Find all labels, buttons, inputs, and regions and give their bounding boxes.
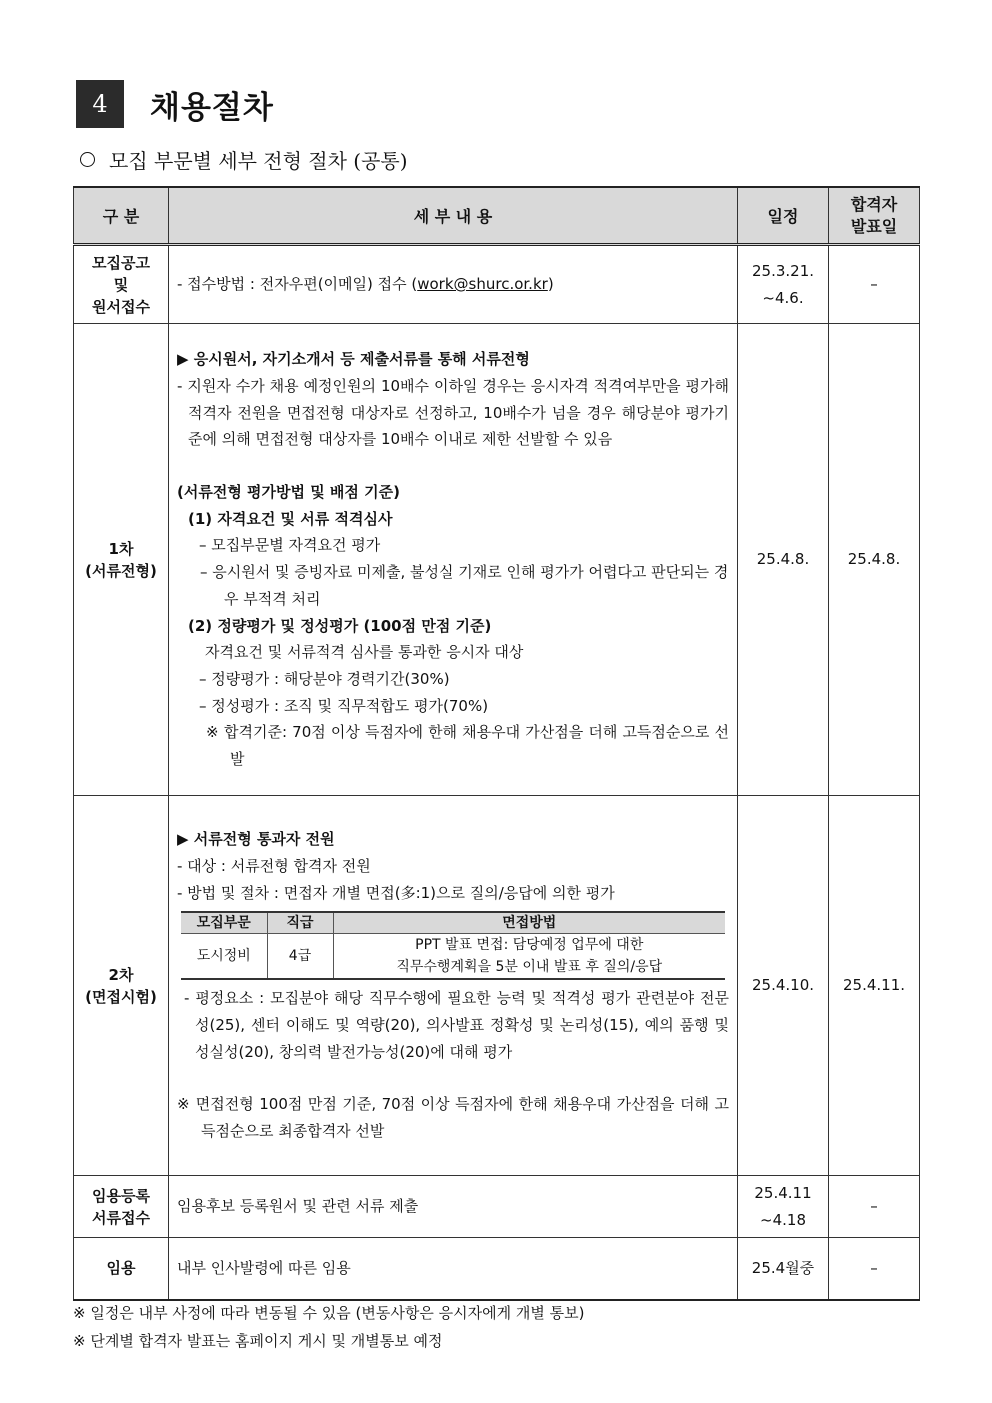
procedure-table (73, 186, 920, 1301)
footnotes (73, 1299, 584, 1355)
content-cell (169, 796, 738, 1176)
table-header-row (74, 187, 920, 245)
lead-text: ▶ 서류전형 통과자 전원 (177, 830, 335, 849)
criteria-item-title: (2) 정량평가 및 정성평가 (100점 만점 기준) (188, 616, 492, 635)
criteria-item-title: (1) 자격요건 및 서류 적격심사 (188, 509, 393, 528)
section-heading (76, 80, 274, 128)
announce-cell: – (829, 245, 920, 324)
interview-table (181, 911, 725, 980)
eval-text: - 평정요소 : 모집분야 해당 직무수행에 필요한 능력 및 적격성 평가 관련분야 전문성(25), 센터 이해도 및 역량(20), 의사발표 정확성 및 논리성(15), 예의 품행 및 성실성(20), 창의력 발전가능성(20)에 대해 평가 (184, 989, 729, 1061)
section-title: 채용절차 (150, 89, 274, 126)
target-line: - 대상 : 서류전형 합격자 전원 (177, 856, 371, 875)
table-row (74, 796, 920, 1176)
header-content: 세 부 내 용 (169, 187, 738, 245)
content-cell: 임용후보 등록원서 및 관련 서류 제출 (169, 1176, 738, 1238)
table-row (74, 245, 920, 324)
criteria-line: – 응시원서 및 증빙자료 미제출, 불성실 기재로 인해 평가가 어렵다고 판단되는 경우 부적격 처리 (200, 563, 729, 608)
footnote: ※ 단계별 합격자 발표는 홈페이지 게시 및 개별통보 예정 (73, 1332, 443, 1350)
footnote: ※ 일정은 내부 사정에 따라 변동될 수 있음 (변동사항은 응시자에게 개별 통보) (73, 1304, 585, 1322)
interview-header-method: 면접방법 (333, 912, 725, 934)
email-link[interactable]: work@shurc.or.kr (417, 275, 548, 294)
header-schedule: 일정 (738, 187, 829, 245)
stage-cell: 2차 (면접시험) (74, 796, 169, 1176)
criteria-line: – 모집부문별 자격요건 평가 (199, 536, 381, 555)
stage-cell: 모집공고 및 원서접수 (74, 245, 169, 324)
circle-bullet-icon (80, 152, 95, 167)
interview-note: ※ 면접전형 100점 만점 기준, 70점 이상 득점자에 한해 채용우대 가산점을 더해 고득점순으로 최종합격자 선발 (177, 1095, 729, 1141)
announce-cell: 25.4.8. (829, 324, 920, 796)
lead-text: ▶ 응시원서, 자기소개서 등 제출서류를 통해 서류전형 (177, 350, 530, 369)
table-row (74, 324, 920, 796)
interview-header-grade: 직급 (267, 912, 333, 934)
stage-cell: 임용등록 서류접수 (74, 1176, 169, 1238)
criteria-title: (서류전형 평가방법 및 배점 기준) (177, 483, 400, 502)
stage-cell: 임용 (74, 1238, 169, 1300)
content-cell (169, 324, 738, 796)
stage-cell: 1차 (서류전형) (74, 324, 169, 796)
table-row (74, 1176, 920, 1238)
announce-cell: – (829, 1176, 920, 1238)
interview-dept: 도시정비 (181, 934, 267, 980)
criteria-line: – 정성평가 : 조직 및 직무적합도 평가(70%) (199, 696, 489, 715)
announce-cell: – (829, 1238, 920, 1300)
announce-cell: 25.4.11. (829, 796, 920, 1176)
method-line: - 방법 및 절차 : 면접자 개별 면접(多:1)으로 질의/응답에 의한 평가 (177, 883, 615, 902)
subheading: 모집 부문별 세부 전형 절차 (공통) (80, 145, 408, 174)
interview-method: PPT 발표 면접: 담당예정 업무에 대한 직무수행계획을 5분 이내 발표 후 질의/응답 (333, 934, 725, 980)
table-row (74, 1238, 920, 1300)
schedule-cell: 25.4.8. (738, 324, 829, 796)
header-announce: 합격자 발표일 (829, 187, 920, 245)
interview-grade: 4급 (267, 934, 333, 980)
content-cell: - 접수방법 : 전자우편(이메일) 접수 (work@shurc.or.kr) (169, 245, 738, 324)
schedule-cell: 25.3.21. ~4.6. (738, 245, 829, 324)
section-number: 4 (76, 80, 124, 128)
schedule-cell: 25.4월중 (738, 1238, 829, 1300)
interview-header-dept: 모집부문 (181, 912, 267, 934)
criteria-line: 자격요건 및 서류적격 심사를 통과한 응시자 대상 (205, 643, 524, 662)
header-stage: 구 분 (74, 187, 169, 245)
criteria-line: – 정량평가 : 해당분야 경력기간(30%) (199, 669, 450, 688)
criteria-note: ※ 합격기준: 70점 이상 득점자에 한해 채용우대 가산점을 더해 고득점순으로 선발 (206, 723, 729, 769)
content-cell: 내부 인사발령에 따른 임용 (169, 1238, 738, 1300)
schedule-cell: 25.4.11 ~4.18 (738, 1176, 829, 1238)
schedule-cell: 25.4.10. (738, 796, 829, 1176)
description: - 지원자 수가 채용 예정인원의 10배수 이하일 경우는 응시자격 적격여부만을 평가해 적격자 전원을 면접전형 대상자로 선정하고, 10배수가 넘을 경우 해당분야 평가기준에 의해 면접전형 대상자를 10배수 이내로 제한 선발할 수 있음 (177, 376, 729, 449)
